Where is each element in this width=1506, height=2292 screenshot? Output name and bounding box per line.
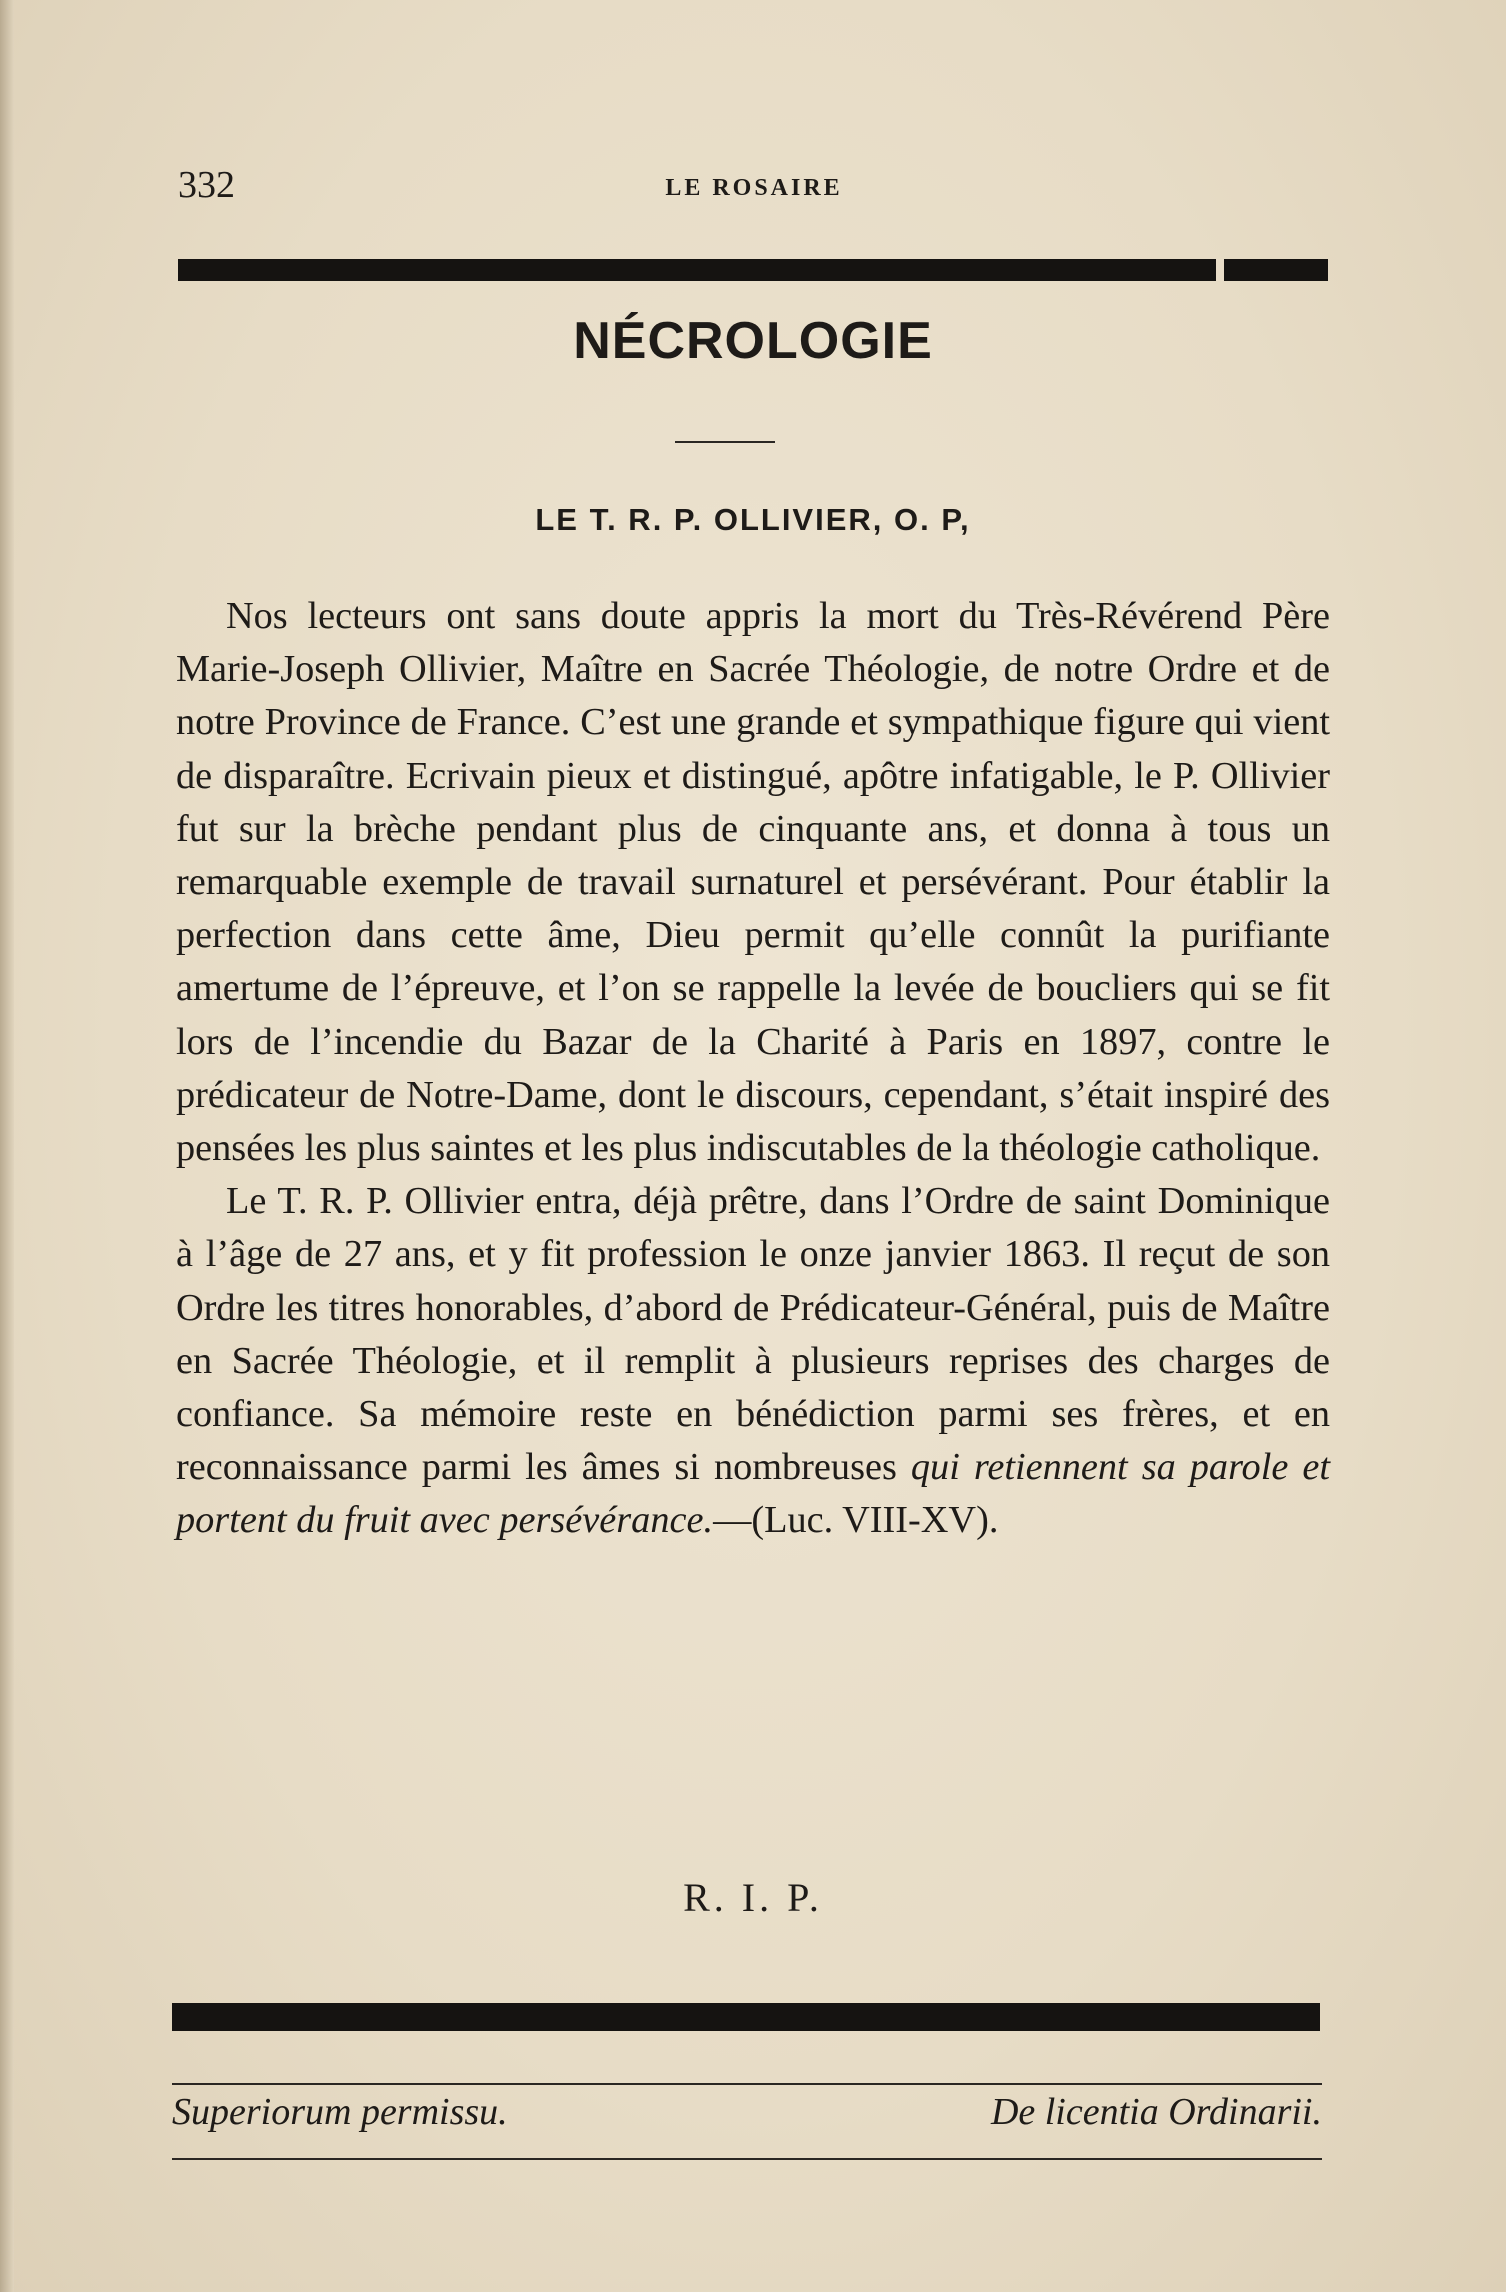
title-underline bbox=[675, 441, 775, 443]
footer-rule-top bbox=[172, 2083, 1322, 2085]
scripture-quote: qui retiennent sa parole et portent du fruit avec persévérance. bbox=[176, 1446, 1330, 1542]
paragraph-2-text: Le T. R. P. Ollivier entra, déjà prêtre, dans l’Ordre de saint Dominique à l’âge de 27 ans, et y fit profession le onze janvier 1863. Il reçut de son Ordre les titres honorables, d’abord de Prédicateur-Général, puis de Maître en Sacrée Théologie, et il remplit à plusieurs reprises des charges de confiance. Sa mémoire reste en bénédiction parmi ses frères, et en reconnaissance parmi les âmes si nombreuses bbox=[176, 1180, 1330, 1489]
running-title: LE ROSAIRE bbox=[665, 175, 843, 201]
footer-imprimatur-right: De licentia Ordinarii. bbox=[990, 2091, 1322, 2133]
top-divider bbox=[178, 259, 1328, 281]
page-number: 332 bbox=[178, 164, 235, 206]
footer-imprimatur-left: Superiorum permissu. bbox=[172, 2091, 508, 2133]
paragraph-1: Nos lecteurs ont sans doute appris la mort du Très-Révérend Père Marie-Joseph Ollivier, Maître en Sacrée Théologie, de notre Ordre et de notre Province de France. C’est une grande et sympathique figure qui vient de disparaître. Ecrivain pieux et distingué, apôtre infatigable, le P. Ollivier fut sur la brèche pendant plus de cinquante ans, et donna à tous un remarquable exemple de travail surnaturel et persévérant. Pour établir la perfection dans cette âme, Dieu permit qu’elle connût la purifiante amertume de l’épreuve, et l’on se rappelle la levée de boucliers qui se fit lors de l’incendie du Bazar de la Charité à Paris en 1897, contre le prédicateur de Notre-Dame, dont le discours, cependant, s’était inspiré des pensées les plus saintes et les plus indiscutables de la théologie catholique. bbox=[176, 595, 1330, 1170]
page-header bbox=[178, 163, 1330, 213]
article-body bbox=[176, 590, 1330, 1548]
scripture-reference: —(Luc. VIII-XV). bbox=[713, 1499, 999, 1542]
closing-rip: R. I. P. bbox=[683, 1875, 823, 1920]
article-subtitle: LE T. R. P. OLLIVIER, O. P, bbox=[535, 502, 971, 537]
paragraph-2 bbox=[176, 1175, 1330, 1547]
bottom-divider bbox=[172, 2003, 1320, 2031]
section-title: NÉCROLOGIE bbox=[573, 312, 933, 370]
footer-rule-bottom bbox=[172, 2158, 1322, 2160]
